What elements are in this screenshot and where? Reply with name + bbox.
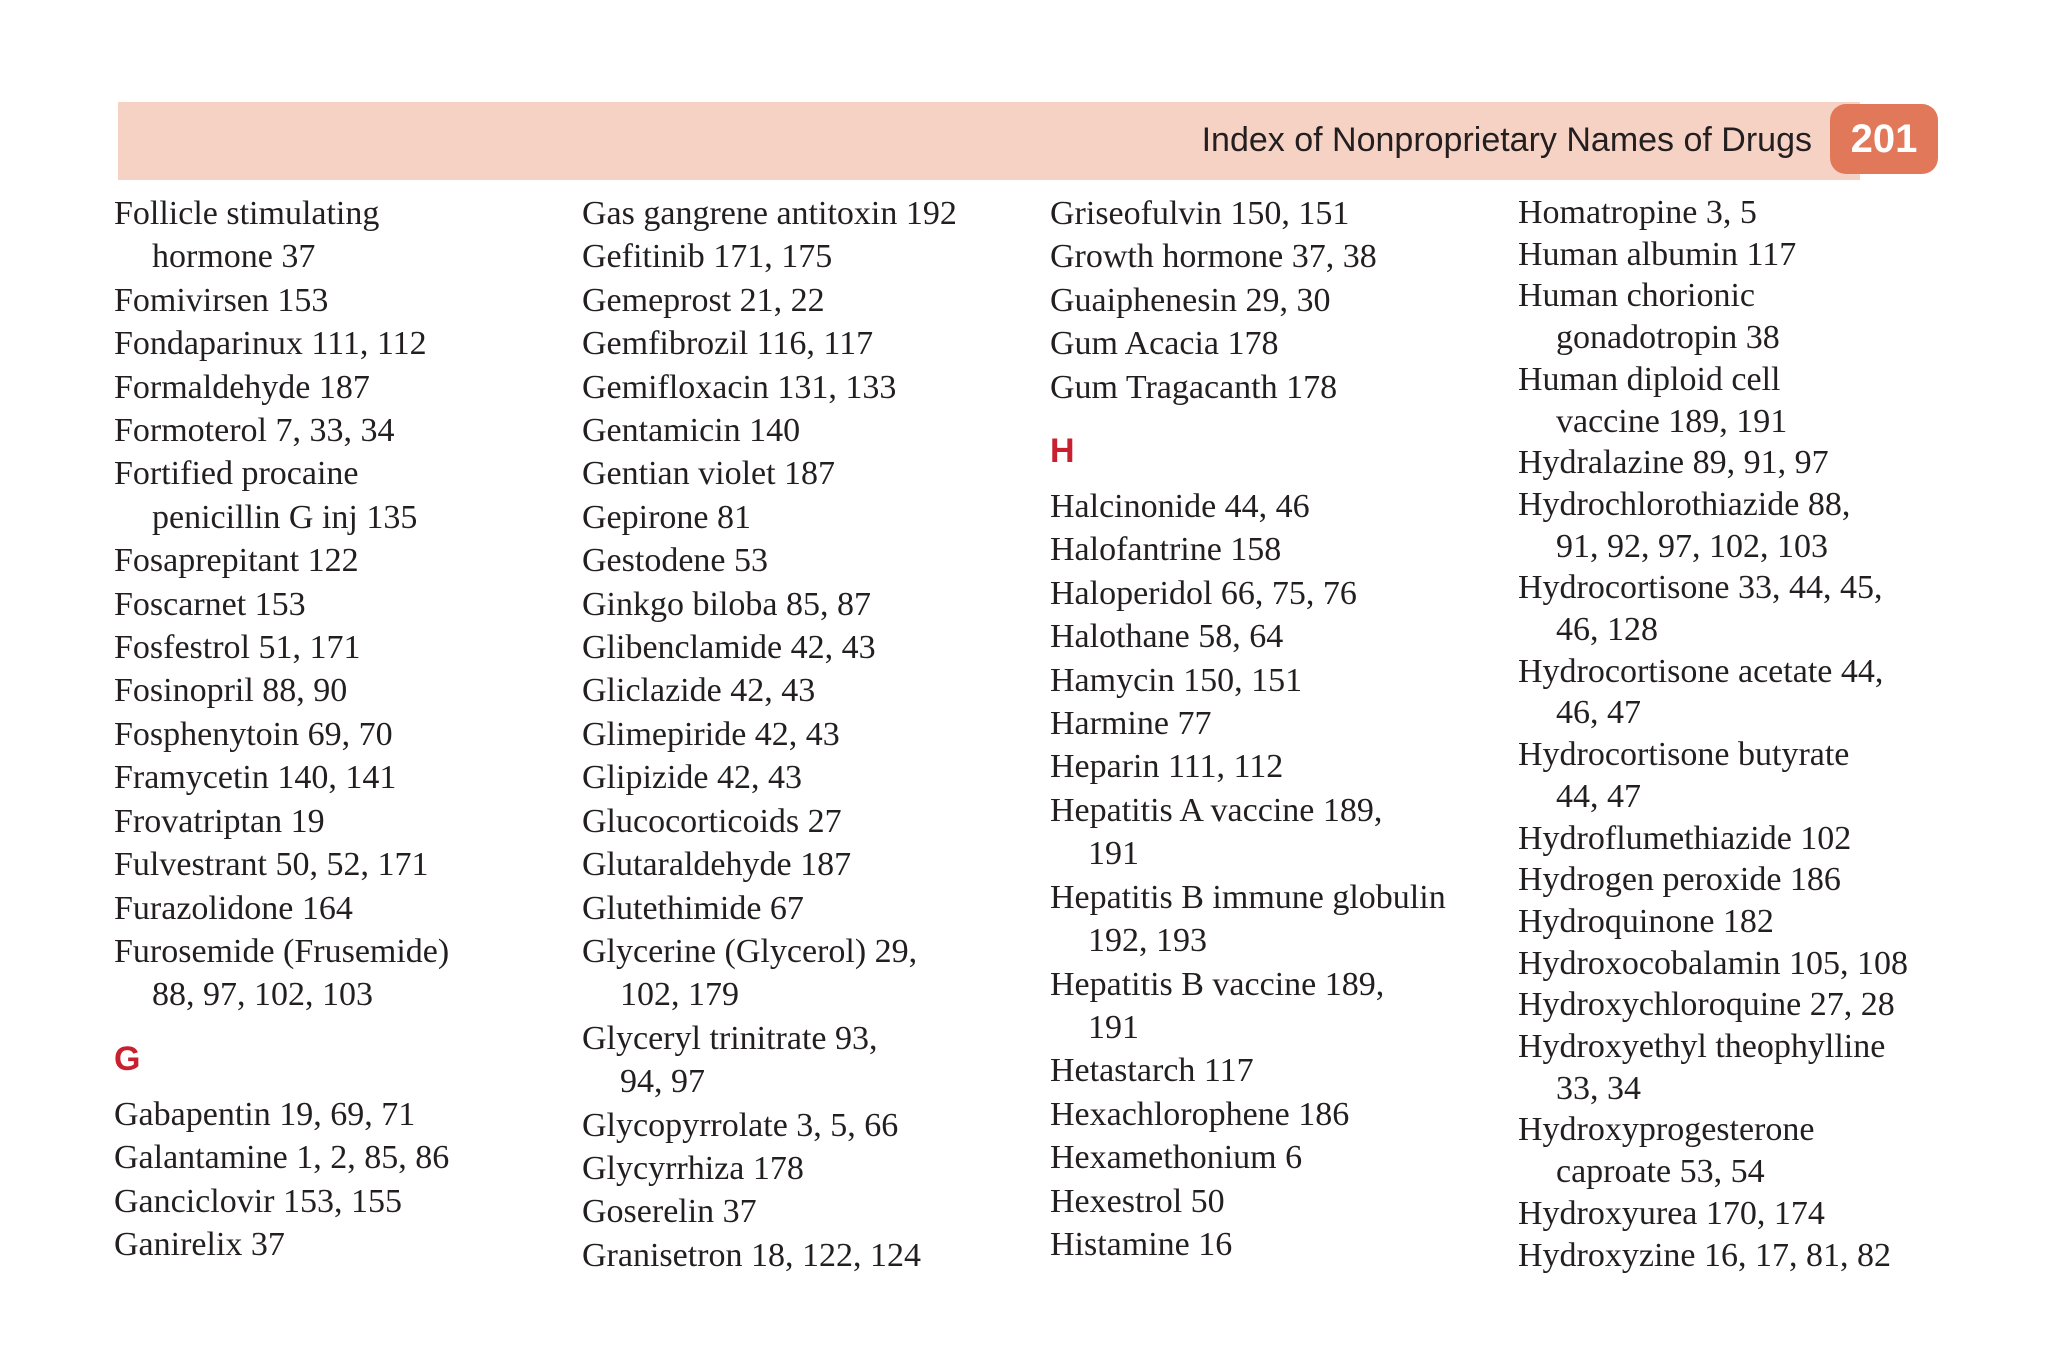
index-entry <box>582 1017 1032 1104</box>
index-entry-line: Guaiphenesin 29, 30 <box>1050 281 1331 319</box>
index-entry <box>114 1180 564 1223</box>
index-entry <box>582 626 1032 669</box>
index-entry-line: Hexachlorophene 186 <box>1050 1095 1350 1133</box>
index-entry-line: Homatropine 3, 5 <box>1518 194 1757 231</box>
index-entry-line: Glimepiride 42, 43 <box>582 715 840 753</box>
index-entry-line: Hepatitis B immune globulin <box>1050 878 1446 916</box>
index-entry-line: Ganciclovir 153, 155 <box>114 1182 402 1220</box>
index-entry-line: Formoterol 7, 33, 34 <box>114 412 395 450</box>
index-entry <box>1050 235 1500 278</box>
index-entry-line: Frovatriptan 19 <box>114 802 325 840</box>
index-entry-line: Hamycin 150, 151 <box>1050 661 1303 699</box>
index-entry-line: Fosphenytoin 69, 70 <box>114 715 393 753</box>
index-entry <box>1050 615 1500 658</box>
index-entry <box>582 496 1032 539</box>
index-entry <box>1050 366 1500 409</box>
index-entry <box>582 235 1032 278</box>
index-entry-line: Gum Tragacanth 178 <box>1050 368 1338 406</box>
index-entry-continuation: 88, 97, 102, 103 <box>152 976 373 1014</box>
index-entry <box>1518 1193 1968 1235</box>
index-entry-line: Glipizide 42, 43 <box>582 759 803 797</box>
index-entry-line: Fosinopril 88, 90 <box>114 672 348 710</box>
index-entry-line: Fulvestrant 50, 52, 171 <box>114 846 429 884</box>
index-entry-line: Hydrocortisone 33, 44, 45, <box>1518 569 1883 607</box>
index-entry <box>1050 1223 1500 1266</box>
index-entry <box>582 669 1032 712</box>
index-entry-line: Galantamine 1, 2, 85, 86 <box>114 1139 450 1177</box>
index-entry-line: Griseofulvin 150, 151 <box>1050 195 1350 232</box>
index-entry <box>114 669 564 712</box>
index-entry-line: Goserelin 37 <box>582 1193 757 1231</box>
index-entry-line: Granisetron 18, 122, 124 <box>582 1236 922 1274</box>
index-entry-continuation: gonadotropin 38 <box>1556 319 1780 357</box>
index-entry <box>1050 659 1500 702</box>
index-entry <box>1518 651 1968 734</box>
index-entry-line: Gepirone 81 <box>582 498 752 536</box>
index-entry-line: Hydralazine 89, 91, 97 <box>1518 444 1829 482</box>
index-entry-line: Hexamethonium 6 <box>1050 1139 1303 1177</box>
index-entry <box>1050 528 1500 571</box>
index-entry-line: Hydroxyzine 16, 17, 81, 82 <box>1518 1236 1892 1274</box>
index-entry <box>1518 192 1968 234</box>
index-entry <box>582 366 1032 409</box>
index-entry-line: Human chorionic <box>1518 277 1755 315</box>
index-entry-line: Furosemide (Frusemide) <box>114 932 450 970</box>
index-entry <box>1050 192 1500 235</box>
index-entry-line: Gefitinib 171, 175 <box>582 238 833 276</box>
index-entry <box>1518 901 1968 943</box>
index-entry-continuation: 46, 47 <box>1556 694 1641 732</box>
index-entry <box>582 1190 1032 1233</box>
index-entry <box>582 192 1032 235</box>
index-entry-line: Hydroxyurea 170, 174 <box>1518 1194 1825 1232</box>
section-letter-heading: H <box>1050 432 1075 471</box>
index-column-1 <box>114 192 564 1266</box>
index-entry-line: Fosaprepitant 122 <box>114 542 359 580</box>
index-entry <box>1518 1235 1968 1277</box>
index-entry <box>1050 1093 1500 1136</box>
index-entry-line: Hydroxyprogesterone <box>1518 1111 1815 1149</box>
index-entry <box>582 539 1032 582</box>
index-entry <box>1050 745 1500 788</box>
index-entry <box>1518 734 1968 817</box>
index-entry <box>114 366 564 409</box>
index-entry-line: Halofantrine 158 <box>1050 531 1282 569</box>
index-column-3 <box>1050 192 1500 1266</box>
index-entry <box>1050 963 1500 1050</box>
index-entry-continuation: 191 <box>1088 1008 1139 1046</box>
index-entry-line: Hydroxyethyl theophylline <box>1518 1028 1886 1066</box>
index-entry <box>582 800 1032 843</box>
index-column-4 <box>1518 192 1968 1276</box>
index-entry <box>1518 943 1968 985</box>
index-entry-line: Glyceryl trinitrate 93, <box>582 1019 878 1057</box>
index-entry <box>114 539 564 582</box>
index-entry-continuation: 91, 92, 97, 102, 103 <box>1556 527 1828 565</box>
index-entry <box>582 756 1032 799</box>
index-entry-line: Glycopyrrolate 3, 5, 66 <box>582 1106 899 1144</box>
index-entry <box>582 409 1032 452</box>
index-entry <box>1518 234 1968 276</box>
index-entry-line: Glutaraldehyde 187 <box>582 846 852 884</box>
index-entry-line: Glycerine (Glycerol) 29, <box>582 932 918 970</box>
index-entry-line: Growth hormone 37, 38 <box>1050 238 1377 276</box>
index-entry-line: Gemeprost 21, 22 <box>582 281 825 319</box>
index-entry <box>582 1234 1032 1277</box>
index-entry <box>582 1147 1032 1190</box>
index-entry-line: Fondaparinux 111, 112 <box>114 325 427 363</box>
index-entry <box>114 1136 564 1179</box>
index-entry-line: Foscarnet 153 <box>114 585 306 623</box>
index-entry-line: Gentamicin 140 <box>582 412 801 450</box>
index-entry <box>1518 1026 1968 1109</box>
index-entry <box>114 800 564 843</box>
index-entry-line: Haloperidol 66, 75, 76 <box>1050 574 1357 612</box>
index-entry <box>114 1093 564 1136</box>
index-entry-line: Gestodene 53 <box>582 542 769 580</box>
index-entry-continuation: 46, 128 <box>1556 611 1658 649</box>
index-entry <box>582 452 1032 495</box>
running-header-title: Index of Nonproprietary Names of Drugs <box>1201 121 1812 159</box>
index-entry-continuation: penicillin G inj 135 <box>152 498 418 536</box>
index-entry-line: Gentian violet 187 <box>582 455 836 493</box>
index-entry-continuation: caproate 53, 54 <box>1556 1153 1765 1191</box>
index-entry-continuation: 191 <box>1088 835 1139 873</box>
index-entry <box>114 322 564 365</box>
index-entry-line: Gas gangrene antitoxin 192 <box>582 195 957 232</box>
index-entry-line: Furazolidone 164 <box>114 889 353 927</box>
index-entry-line: Hydroquinone 182 <box>1518 902 1774 940</box>
index-entry <box>582 279 1032 322</box>
index-entry <box>582 322 1032 365</box>
index-entry-line: Gemfibrozil 116, 117 <box>582 325 874 363</box>
index-entry <box>1050 1136 1500 1179</box>
index-entry <box>582 843 1032 886</box>
index-entry <box>1050 572 1500 615</box>
index-entry-line: Hydroxychloroquine 27, 28 <box>1518 986 1895 1024</box>
index-entry-line: Hydroflumethiazide 102 <box>1518 819 1852 857</box>
index-entry <box>114 279 564 322</box>
index-entry <box>1518 1109 1968 1192</box>
index-entry-line: Ganirelix 37 <box>114 1225 285 1263</box>
index-entry <box>114 887 564 930</box>
index-entry <box>1050 1180 1500 1223</box>
index-entry <box>1050 876 1500 963</box>
index-entry <box>114 756 564 799</box>
index-entry <box>1518 442 1968 484</box>
index-entry-line: Fosfestrol 51, 171 <box>114 629 361 667</box>
index-entry-line: Harmine 77 <box>1050 705 1212 743</box>
index-entry-line: Hydrogen peroxide 186 <box>1518 861 1841 899</box>
index-entry-line: Glycyrrhiza 178 <box>582 1149 804 1187</box>
index-entry-line: Formaldehyde 187 <box>114 368 370 406</box>
index-entry <box>582 583 1032 626</box>
index-entry-line: Gemifloxacin 131, 133 <box>582 368 897 406</box>
index-entry-line: Gliclazide 42, 43 <box>582 672 816 710</box>
index-entry-line: Hydrocortisone acetate 44, <box>1518 652 1884 690</box>
index-entry-line: Hydroxocobalamin 105, 108 <box>1518 944 1908 982</box>
index-entry-line: Framycetin 140, 141 <box>114 759 397 797</box>
index-entry <box>114 930 564 1017</box>
index-entry <box>114 409 564 452</box>
index-entry-line: Hepatitis A vaccine 189, <box>1050 791 1383 829</box>
index-entry <box>114 626 564 669</box>
index-entry <box>114 1223 564 1266</box>
index-entry <box>1050 789 1500 876</box>
index-entry <box>1050 485 1500 528</box>
index-entry <box>114 192 564 279</box>
index-entry <box>114 452 564 539</box>
index-entry <box>582 887 1032 930</box>
index-entry-line: Hydrocortisone butyrate <box>1518 736 1850 774</box>
index-entry <box>1518 567 1968 650</box>
index-entry <box>1518 275 1968 358</box>
index-entry-continuation: vaccine 189, 191 <box>1556 402 1788 440</box>
index-entry-line: Gabapentin 19, 69, 71 <box>114 1095 416 1133</box>
index-column-2 <box>582 192 1032 1277</box>
index-entry-line: Halothane 58, 64 <box>1050 618 1284 656</box>
index-entry-line: Heparin 111, 112 <box>1050 748 1284 786</box>
page-number-badge: 201 <box>1830 104 1938 174</box>
index-entry-line: Glucocorticoids 27 <box>582 802 842 840</box>
index-entry-continuation: 94, 97 <box>620 1063 705 1101</box>
index-entry <box>1518 484 1968 567</box>
index-entry <box>1518 984 1968 1026</box>
index-entry-line: Hydrochlorothiazide 88, <box>1518 485 1851 523</box>
index-entry-line: Hexestrol 50 <box>1050 1182 1225 1220</box>
index-entry-continuation: 192, 193 <box>1088 922 1207 960</box>
index-entry <box>114 713 564 756</box>
index-entry <box>114 843 564 886</box>
index-entry-line: Gum Acacia 178 <box>1050 325 1279 363</box>
index-entry-continuation: 102, 179 <box>620 976 739 1014</box>
index-entry-line: Ginkgo biloba 85, 87 <box>582 585 871 623</box>
index-entry <box>582 713 1032 756</box>
index-entry <box>114 583 564 626</box>
index-entry <box>582 1104 1032 1147</box>
index-entry <box>1050 702 1500 745</box>
section-letter-heading: G <box>114 1039 141 1078</box>
index-entry-line: Fortified procaine <box>114 455 359 493</box>
index-entry <box>1050 1049 1500 1092</box>
index-entry-line: Human albumin 117 <box>1518 235 1797 273</box>
index-entry-line: Glutethimide 67 <box>582 889 804 927</box>
index-entry <box>1050 322 1500 365</box>
index-entry <box>1518 359 1968 442</box>
index-entry <box>582 930 1032 1017</box>
index-entry-line: Human diploid cell <box>1518 360 1781 398</box>
index-entry-line: Halcinonide 44, 46 <box>1050 488 1310 526</box>
index-entry-line: Histamine 16 <box>1050 1225 1233 1263</box>
index-entry <box>1050 279 1500 322</box>
index-entry <box>1518 859 1968 901</box>
index-entry <box>1518 818 1968 860</box>
index-entry-line: Glibenclamide 42, 43 <box>582 629 876 667</box>
index-entry-line: Hepatitis B vaccine 189, <box>1050 965 1385 1003</box>
index-entry-continuation: 33, 34 <box>1556 1069 1641 1107</box>
index-entry-line: Fomivirsen 153 <box>114 281 329 319</box>
index-entry-continuation: hormone 37 <box>152 238 316 276</box>
index-entry-line: Hetastarch 117 <box>1050 1052 1254 1090</box>
index-entry-line: Follicle stimulating <box>114 195 380 232</box>
index-entry-continuation: 44, 47 <box>1556 777 1641 815</box>
